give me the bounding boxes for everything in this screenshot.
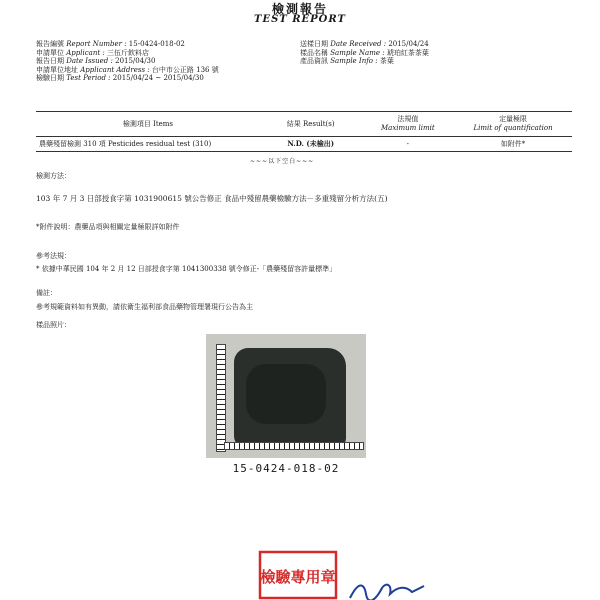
- results-table: [36, 111, 572, 152]
- meta-left: [36, 40, 219, 83]
- header-loq-zh: 定量極限: [499, 115, 528, 123]
- meta-sample-info: 產品資訊 Sample Info : 茶葉: [300, 57, 394, 65]
- report-title-zh: 檢測報告: [271, 2, 328, 16]
- regulation-heading: 參考法規：: [36, 252, 71, 260]
- header-maximum-limit: [362, 112, 455, 137]
- header-result: 結果 Result(s): [260, 112, 362, 137]
- meta-date-issued: 報告日期 Date Issued : 2015/04/30: [36, 57, 156, 65]
- row-loq: 如附件*: [454, 137, 572, 152]
- header-loq: [454, 112, 572, 137]
- row-item: 農藥殘留檢測 310 項 Pesticides residual test (310): [36, 137, 260, 152]
- photo-heading: 樣品照片：: [36, 321, 71, 329]
- meta-sample-name: 樣品名稱 Sample Name : 琥珀紅茶茶葉: [300, 48, 429, 57]
- meta-applicant: 申請單位 Applicant : 三伍斤飲料店: [36, 48, 149, 57]
- red-seal-stamp: [258, 548, 338, 600]
- header-loq-en: Limit of quantification: [473, 124, 553, 132]
- tea-bag-shadow: [246, 364, 326, 424]
- row-max: -: [362, 137, 455, 152]
- meta-date-received: 送樣日期 Date Received : 2015/04/24: [300, 40, 429, 48]
- method-heading: 檢測方法：: [36, 172, 71, 180]
- table-row: [36, 137, 572, 152]
- signature: [346, 580, 426, 600]
- meta-right: [300, 40, 429, 66]
- results-header-row: [36, 112, 572, 137]
- remark-text: 參考規範資料如有異動，請依衛生福利部食品藥物管理署現行公告為主: [36, 303, 253, 311]
- header-max-zh: 法規值: [397, 115, 419, 123]
- row-result: N.D. (未檢出): [260, 137, 362, 152]
- end-of-table-mark: ~~~以下空白~~~: [250, 158, 315, 165]
- attachment-note: *附件說明：農藥品項與相關定量極限詳如附件: [36, 223, 180, 231]
- seal-text: 檢驗專用章: [260, 568, 336, 586]
- photo-ruler-horizontal: [224, 442, 364, 450]
- report-title-en: TEST REPORT: [254, 14, 346, 25]
- meta-applicant-address: 申請單位地址 Applicant Address : 台中市公正路 136 號: [36, 65, 219, 74]
- meta-report-number: 報告編號 Report Number : 15-0424-018-02: [36, 40, 185, 48]
- remark-heading: 備註：: [36, 289, 57, 297]
- regulation-text: * 依據中華民國 104 年 2 月 12 日部授食字第 1041300338 號令修正-「農藥殘留容許量標準」: [36, 265, 337, 273]
- signature-stroke: [350, 585, 424, 600]
- header-max-en: Maximum limit: [381, 124, 435, 132]
- sample-photo: [206, 334, 366, 458]
- header-items: 檢測項目 Items: [36, 112, 260, 137]
- photo-caption: 15-0424-018-02: [232, 462, 340, 475]
- photo-ruler-vertical: [216, 344, 226, 452]
- method-text: 103 年 7 月 3 日部授食字第 1031900615 號公告修正 食品中殘留農藥檢驗方法－多重殘留分析方法(五): [36, 194, 388, 203]
- meta-test-period: 檢驗日期 Test Period : 2015/04/24 ~ 2015/04/30: [36, 74, 204, 82]
